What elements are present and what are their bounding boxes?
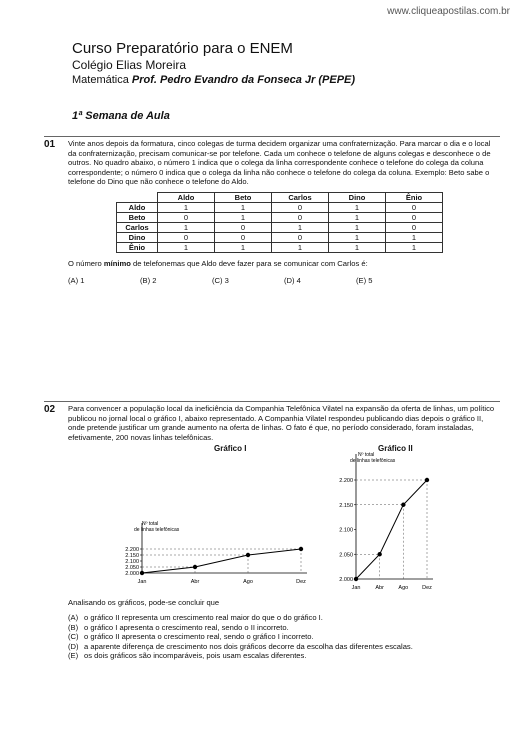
table-cell: 1: [272, 223, 329, 233]
q1-option-b[interactable]: (B) 2: [140, 276, 157, 285]
option-text: o gráfico II apresenta o crescimento real, sendo o gráfico I incorreto.: [84, 632, 314, 642]
table-header-row: [117, 193, 443, 203]
col-header: Ênio: [386, 193, 443, 203]
y-tick-label: 2.100: [339, 527, 353, 534]
q1-option-d[interactable]: (D) 4: [284, 276, 301, 285]
x-tick-label: Dez: [296, 579, 306, 585]
q1-options: [68, 276, 428, 285]
q1-question-bold: mínimo: [103, 259, 131, 268]
x-tick-label: Ago: [243, 579, 253, 585]
y-tick-label: 2.200: [125, 547, 139, 553]
table-cell: 0: [272, 203, 329, 213]
row-header: Beto: [117, 213, 158, 223]
phone-table: [116, 192, 443, 253]
table-cell: 0: [215, 223, 272, 233]
q1-line: telefone do Dino que não conhece o telefone do Aldo.: [68, 177, 249, 187]
table-cell: 1: [215, 203, 272, 213]
table-cell: 1: [386, 243, 443, 253]
x-tick-label: Dez: [422, 585, 432, 591]
data-point: [401, 503, 405, 507]
chart-1: [100, 510, 320, 600]
q2-option-c[interactable]: [68, 632, 413, 642]
q1-number: 01: [44, 139, 56, 150]
q2-number: 02: [44, 404, 56, 415]
q2-line: efetivamente, 200 novas linhas telefônicas.: [68, 432, 214, 442]
option-text: a aparente diferença de crescimento nos dois gráficos decorre da escolha das diferentes escalas.: [84, 641, 413, 651]
series-line: [142, 549, 301, 573]
q2-option-d[interactable]: [68, 642, 413, 652]
y-tick-label: 2.000: [339, 577, 353, 583]
q2-option-a[interactable]: [68, 613, 413, 623]
row-header: Carlos: [117, 223, 158, 233]
table-cell: 1: [158, 203, 215, 213]
q2-option-e[interactable]: [68, 651, 413, 661]
table-cell: 1: [329, 223, 386, 233]
option-text: o gráfico II representa um crescimento real maior do que o do gráfico I.: [84, 613, 323, 622]
chart1-title: Gráfico I: [214, 444, 247, 453]
q2-line: Para convencer a população local da ineficiência da Companhia Telefônica Vilatel na expansão da oferta de linhas, um político: [68, 404, 495, 413]
y-axis-label: Nº total: [142, 521, 159, 527]
subject-line: [72, 74, 355, 86]
option-letter: (D): [68, 641, 79, 651]
y-axis-label: Nº total: [358, 452, 375, 458]
table-cell: 0: [386, 203, 443, 213]
row-header: Ênio: [117, 243, 158, 253]
table-cell: 1: [329, 243, 386, 253]
table-cell: 1: [329, 233, 386, 243]
y-tick-label: 2.050: [339, 552, 353, 559]
row-header: Aldo: [117, 203, 158, 213]
q2-options: [68, 613, 413, 661]
data-point: [425, 478, 429, 482]
q2-line: onde pretende justificar um grande aumento na oferta de linhas. O fato é que, no período considerado, foram instaladas,: [68, 423, 474, 433]
table-cell: 1: [329, 203, 386, 213]
table-cell: 0: [386, 223, 443, 233]
y-tick-label: 2.150: [125, 553, 139, 559]
chart2-title: Gráfico II: [378, 444, 413, 453]
y-axis-label: de linhas telefônicas: [134, 527, 180, 533]
x-tick-label: Abr: [375, 585, 384, 591]
table-cell: 1: [272, 243, 329, 253]
q1-text: [68, 139, 500, 187]
table-cell: 0: [158, 213, 215, 223]
table-cell: 0: [272, 213, 329, 223]
table-cell: 0: [158, 233, 215, 243]
course-title: Curso Preparatório para o ENEM: [72, 40, 293, 57]
col-header: Dino: [329, 193, 386, 203]
table-cell: 0: [272, 233, 329, 243]
row-header: Dino: [117, 233, 158, 243]
q2-text: [68, 404, 500, 442]
col-header: Carlos: [272, 193, 329, 203]
col-header: Beto: [215, 193, 272, 203]
table-row: [117, 203, 443, 213]
q1-rule: [44, 136, 500, 137]
q1-line: da confraternização, precisam comunicar-se por telefone. Cada um conhece o telefone de alguns colegas e desconhece o de: [68, 148, 491, 158]
option-letter: (A): [68, 613, 79, 622]
x-tick-label: Jan: [137, 579, 147, 585]
table-cell: 0: [386, 213, 443, 223]
q1-question-start: O número: [68, 259, 104, 268]
option-text: o gráfico I apresenta o crescimento real, sendo o II incorreto.: [84, 622, 289, 632]
table-corner: [117, 193, 158, 203]
table-cell: 1: [158, 243, 215, 253]
table-row: [117, 213, 443, 223]
q1-line: Vinte anos depois da formatura, cinco colegas de turma decidem organizar uma confraternização. Para marcar o dia e o local: [68, 139, 491, 148]
option-letter: (B): [68, 622, 79, 632]
table-cell: 1: [329, 213, 386, 223]
y-tick-label: 2.100: [125, 559, 139, 565]
data-point: [140, 571, 144, 575]
option-letter: (C): [68, 632, 79, 642]
option-text: os dois gráficos são incomparáveis, pois usam escalas diferentes.: [84, 651, 307, 661]
q1-line: correspondente; o número 0 indica que o colega da linha não conhece o telefone do colega da coluna. Exemplo: Beto sabe o: [68, 167, 490, 177]
x-tick-label: Ago: [398, 585, 409, 591]
chart-2: [315, 452, 465, 600]
q2-line: publicou no jornal local o gráfico I, abaixo representado. A Companhia Vilatel respondeu publicando dias depois o gráfico II,: [68, 413, 484, 423]
q2-rule: [44, 401, 500, 402]
subject-label: Matemática: [72, 74, 129, 86]
q1-question: [68, 259, 500, 269]
table-cell: 1: [386, 233, 443, 243]
y-tick-label: 2.050: [125, 565, 139, 571]
q1-line: outros. No quadro abaixo, o número 1 indica que o colega da linha correspondente conhece o telefone do colega da coluna: [68, 158, 484, 168]
teacher-name: Prof. Pedro Evandro da Fonseca Jr (PEPE): [131, 74, 356, 86]
col-header: Aldo: [158, 193, 215, 203]
y-tick-label: 2.000: [125, 571, 139, 577]
option-letter: (E): [68, 651, 79, 661]
data-point: [193, 565, 197, 569]
q1-option-c[interactable]: (C) 3: [212, 276, 229, 285]
table-cell: 1: [158, 223, 215, 233]
table-cell: 1: [215, 243, 272, 253]
q1-option-e[interactable]: (E) 5: [356, 276, 373, 285]
data-point: [377, 552, 381, 556]
y-tick-label: 2.200: [339, 478, 353, 484]
week-heading: 1ª Semana de Aula: [72, 110, 170, 122]
y-tick-label: 2.150: [339, 502, 353, 509]
x-tick-label: Jan: [351, 585, 361, 591]
school-name: Colégio Elias Moreira: [72, 58, 187, 72]
table-row: [117, 223, 443, 233]
q2-prompt: Analisando os gráficos, pode-se concluir que: [68, 598, 220, 607]
site-url[interactable]: www.cliqueapostilas.com.br: [387, 6, 510, 17]
table-cell: 1: [215, 213, 272, 223]
y-axis-label: de linhas telefônicas: [350, 458, 396, 464]
data-point: [299, 547, 303, 551]
table-cell: 0: [215, 233, 272, 243]
data-point: [354, 577, 358, 581]
q1-option-a[interactable]: (A) 1: [68, 276, 85, 285]
data-point: [246, 553, 250, 557]
q2-option-b[interactable]: [68, 623, 413, 633]
table-row: [117, 243, 443, 253]
q1-question-end: de telefonemas que Aldo deve fazer para se comunicar com Carlos é:: [130, 259, 368, 268]
x-tick-label: Abr: [190, 579, 200, 585]
table-row: [117, 233, 443, 243]
series-line: [356, 480, 427, 579]
